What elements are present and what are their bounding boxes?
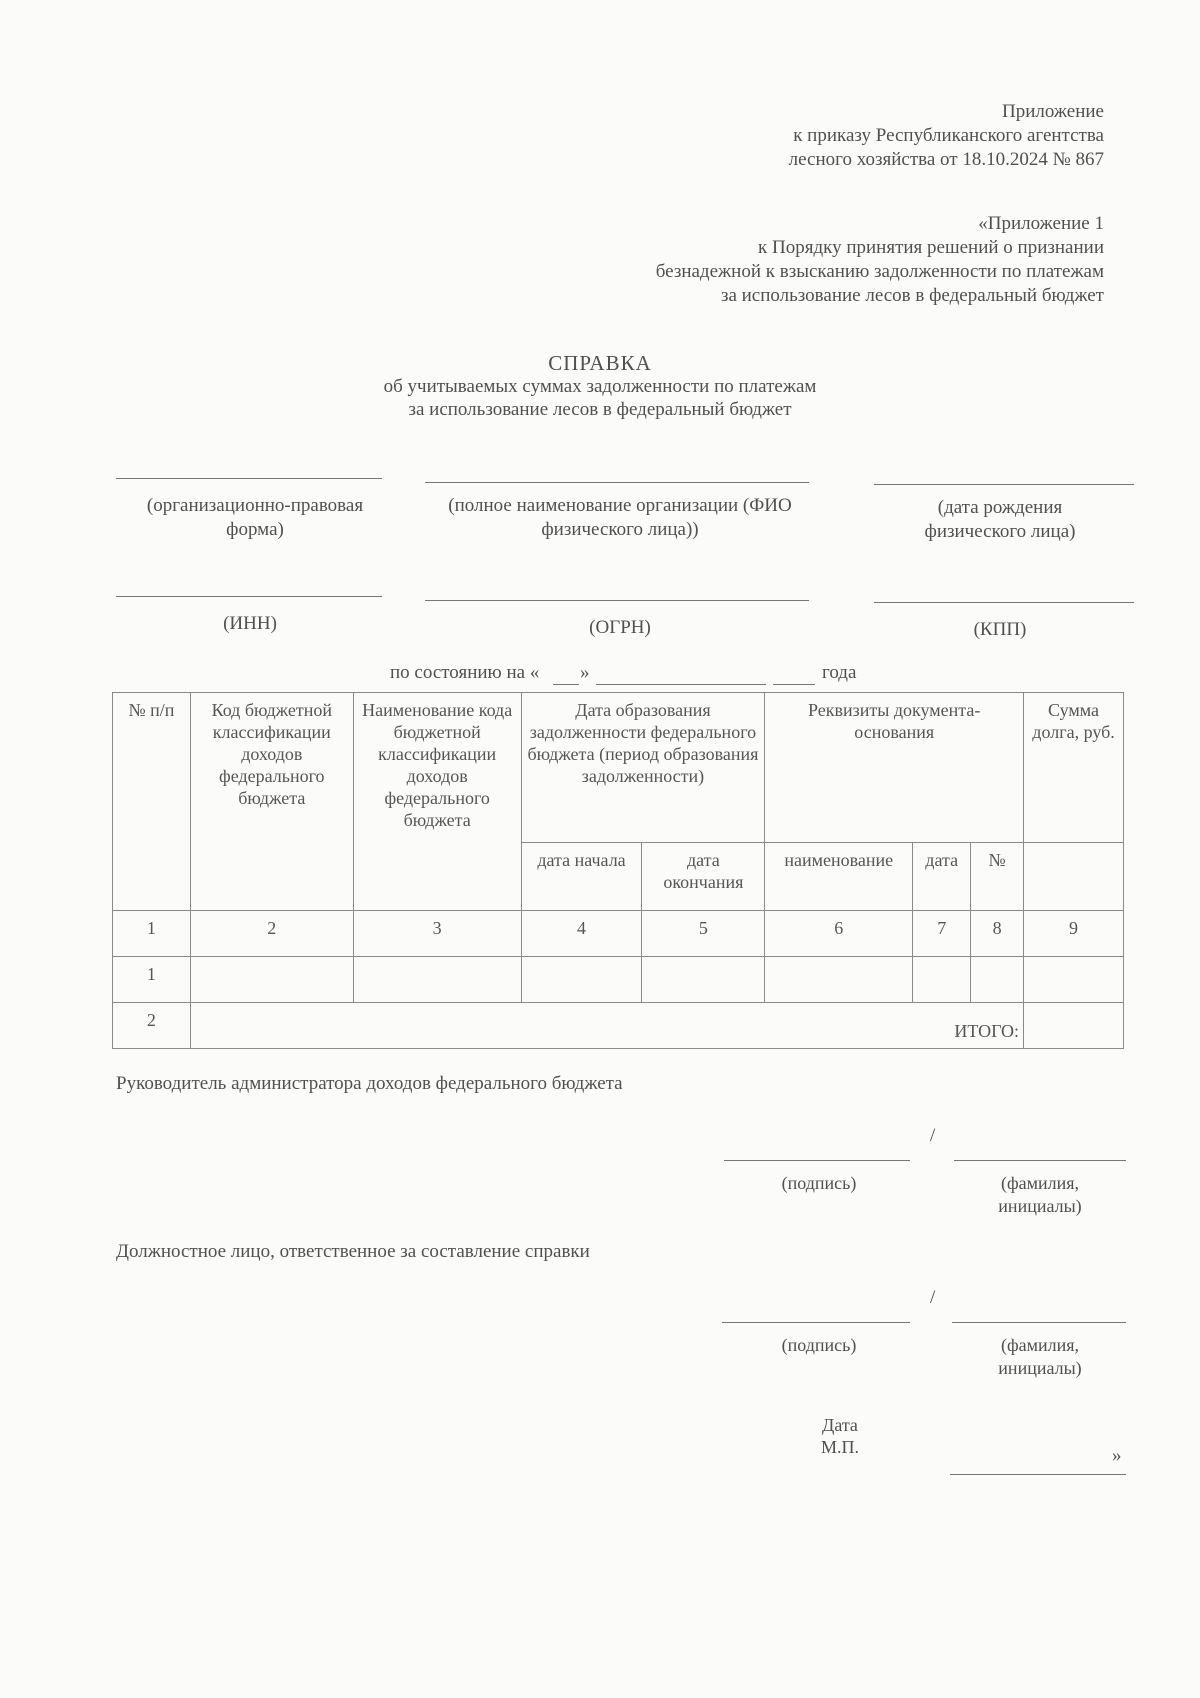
table-cell[interactable] bbox=[353, 957, 521, 1003]
column-number: 1 bbox=[113, 911, 191, 957]
row-number: 1 bbox=[113, 957, 191, 1003]
header-doc-number: № bbox=[971, 843, 1024, 911]
header-line: за использование лесов в федеральный бюджет bbox=[720, 285, 1104, 306]
header-doc-details: Реквизиты документа-основания bbox=[765, 693, 1024, 843]
header-sum-sub bbox=[1024, 843, 1124, 911]
ogrn-caption: (ОГРН) bbox=[589, 617, 651, 638]
debt-table bbox=[112, 692, 1124, 1049]
table-cell[interactable] bbox=[765, 957, 913, 1003]
birth-date-line[interactable] bbox=[874, 484, 1134, 485]
as-of-month-line[interactable] bbox=[596, 684, 766, 685]
full-name-line[interactable] bbox=[425, 482, 809, 483]
total-sum-cell[interactable] bbox=[1024, 1003, 1124, 1049]
header-num: № п/п bbox=[113, 693, 191, 911]
total-label: ИТОГО: bbox=[190, 1003, 1023, 1049]
kpp-line[interactable] bbox=[874, 602, 1134, 603]
kpp-caption: (КПП) bbox=[973, 619, 1027, 640]
column-number-row bbox=[113, 911, 1124, 957]
stamp-label: М.П. bbox=[820, 1437, 859, 1457]
official-signature-line[interactable] bbox=[722, 1322, 910, 1323]
header-line: к Порядку принятия решений о признании bbox=[758, 237, 1104, 258]
total-row bbox=[113, 1003, 1124, 1049]
header-debt-sum: Сумма долга, руб. bbox=[1024, 693, 1124, 843]
table-cell[interactable] bbox=[913, 957, 971, 1003]
as-of-day-line[interactable] bbox=[553, 684, 579, 685]
column-number: 8 bbox=[971, 911, 1024, 957]
header-line: «Приложение 1 bbox=[978, 213, 1104, 234]
official-name-line[interactable] bbox=[952, 1322, 1126, 1323]
header-block-procedure bbox=[656, 212, 1104, 308]
ogrn-line[interactable] bbox=[425, 600, 809, 601]
header-doc-date: дата bbox=[913, 843, 971, 911]
header-date-end: дата окончания bbox=[642, 843, 765, 911]
date-label: Дата bbox=[822, 1415, 858, 1435]
table-row bbox=[113, 957, 1124, 1003]
slash: / bbox=[930, 1125, 936, 1146]
as-of-suffix: года bbox=[822, 662, 857, 683]
header-debt-date: Дата образования задолженности федерального бюджета (период образования задолженности) bbox=[521, 693, 765, 843]
org-form-caption: (организационно-правовая форма) bbox=[146, 495, 364, 540]
header-line: к приказу Республиканского агентства bbox=[793, 125, 1104, 146]
org-form-line[interactable] bbox=[116, 478, 382, 479]
as-of-year-line[interactable] bbox=[773, 684, 815, 685]
inn-caption: (ИНН) bbox=[223, 613, 277, 634]
as-of-prefix: по состоянию на « bbox=[390, 662, 540, 683]
as-of-quote: » bbox=[580, 662, 590, 683]
date-line[interactable] bbox=[950, 1474, 1126, 1475]
official-name-caption: (фамилия, инициалы) bbox=[998, 1335, 1082, 1378]
head-label: Руководитель администратора доходов федерального бюджета bbox=[116, 1073, 623, 1094]
header-kbk-name: Наименование кода бюджетной классификации доходов федерального бюджета bbox=[353, 693, 521, 911]
head-signature-line[interactable] bbox=[724, 1160, 910, 1161]
column-number: 4 bbox=[521, 911, 642, 957]
header-doc-name: наименование bbox=[765, 843, 913, 911]
title-main: СПРАВКА bbox=[548, 351, 652, 375]
column-number: 2 bbox=[190, 911, 353, 957]
header-line: безнадежной к взысканию задолженности по платежам bbox=[655, 261, 1104, 282]
table-cell[interactable] bbox=[190, 957, 353, 1003]
official-label: Должностное лицо, ответственное за составление справки bbox=[116, 1241, 590, 1262]
header-line: лесного хозяйства от 18.10.2024 № 867 bbox=[788, 149, 1104, 170]
birth-date-caption: (дата рождения физического лица) bbox=[924, 497, 1076, 542]
table-cell[interactable] bbox=[971, 957, 1024, 1003]
header-date-start: дата начала bbox=[521, 843, 642, 911]
column-number: 3 bbox=[353, 911, 521, 957]
head-name-caption: (фамилия, инициалы) bbox=[998, 1173, 1082, 1216]
head-name-line[interactable] bbox=[954, 1160, 1126, 1161]
title-line: за использование лесов в федеральный бюджет bbox=[408, 399, 792, 420]
full-name-caption: (полное наименование организации (ФИО физического лица)) bbox=[448, 495, 792, 540]
head-sign-caption: (подпись) bbox=[781, 1173, 857, 1193]
header-kbk: Код бюджетной классификации доходов федерального бюджета bbox=[190, 693, 353, 911]
table-cell[interactable] bbox=[521, 957, 642, 1003]
header-line: Приложение bbox=[1002, 101, 1104, 122]
column-number: 9 bbox=[1024, 911, 1124, 957]
header-block-appendix bbox=[789, 100, 1104, 172]
slash: / bbox=[930, 1287, 936, 1308]
row-number: 2 bbox=[113, 1003, 191, 1049]
column-number: 5 bbox=[642, 911, 765, 957]
column-number: 6 bbox=[765, 911, 913, 957]
document-title bbox=[0, 352, 1200, 421]
official-sign-caption: (подпись) bbox=[781, 1335, 857, 1355]
table-cell[interactable] bbox=[1024, 957, 1124, 1003]
column-number: 7 bbox=[913, 911, 971, 957]
closing-quote: » bbox=[1112, 1445, 1122, 1466]
table-cell[interactable] bbox=[642, 957, 765, 1003]
inn-line[interactable] bbox=[116, 596, 382, 597]
title-line: об учитываемых суммах задолженности по платежам bbox=[383, 376, 817, 397]
